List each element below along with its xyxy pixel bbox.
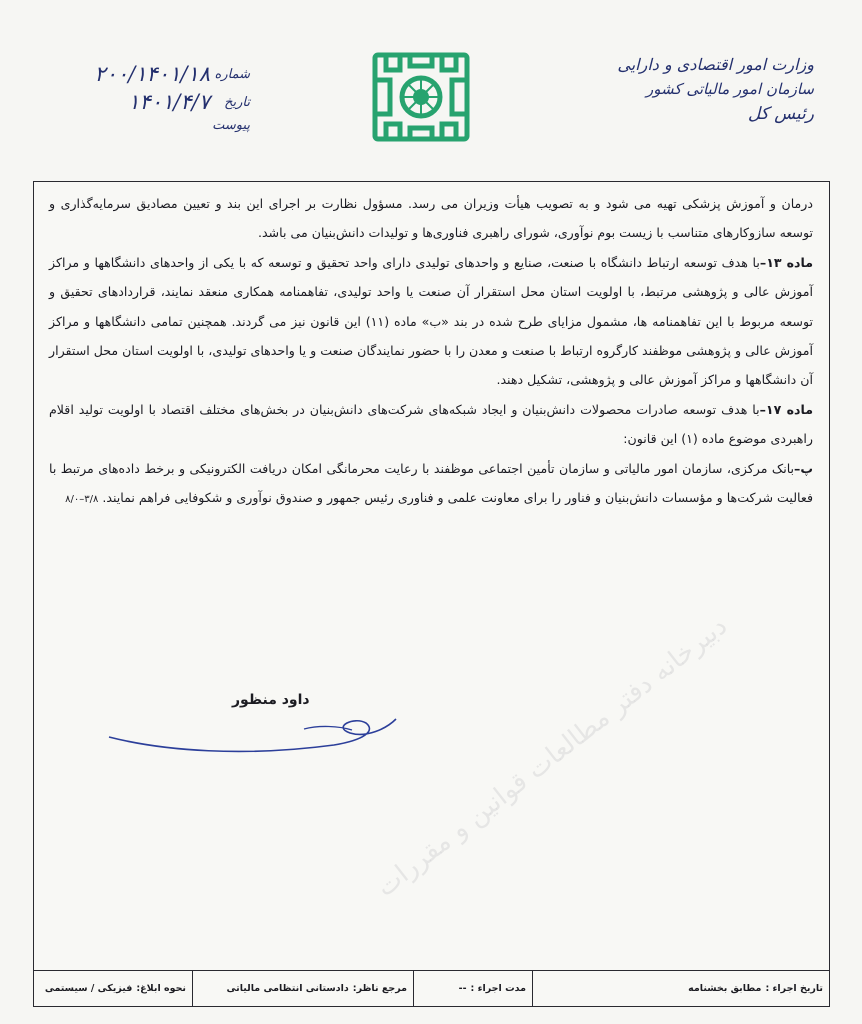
paragraph-intro: درمان و آموزش پزشکی تهیه می شود و به تصویب هیأت وزیران می رسد. مسؤول نظارت بر اجرای این بند و تعیین مصادیق سرمایه‌گذاری و توسعه سازوکارهای متناسب با زیست بوم نوآوری، شورای راهبری فناوری‌ها و تولیدات دانش‌بنیان می باشد. bbox=[49, 196, 813, 241]
ministry-name: وزارت امور اقتصادی و دارایی bbox=[617, 55, 814, 74]
article-17 bbox=[49, 395, 813, 454]
footer-authority bbox=[192, 971, 413, 1006]
footer-exec-date bbox=[532, 971, 829, 1006]
exec-date-value: مطابق بخشنامه bbox=[688, 983, 762, 994]
signer-name: داود منظور bbox=[232, 692, 310, 708]
watermark-stamp: دبیرخانه دفتر مطالعات قوانین و مقررات bbox=[370, 610, 733, 904]
clause-p bbox=[49, 454, 813, 515]
letter-meta bbox=[40, 60, 250, 134]
authority-label: مرجع ناظر: bbox=[352, 983, 407, 994]
article-13-text: با هدف توسعه ارتباط دانشگاه با صنعت، صنایع و واحدهای تولیدی دارای واحد تحقیق و توسعه که با یکی از واحدهای دانشگاهها و مراکز آموزش عالی و پژوهشی مرتبط، با اولویت استان محل استقرار آن صنعت یا واحد تولیدی، تفاهمنامه همکاری منعقد نمایند، قراردادهای تحقیق و توسعه مربوط با این تفاهمنامه ها، مشمول مزایای طرح شده در بند «ب» ماده (۱۱) این قانون نیز می گردند. همچنین تمامی دانشگاهها و مراکز آموزش عالی و پژوهشی موظفند کارگروه ارتباط با صنعت و معدن را با حضور نمایندگان صنعت و یا واحدهای تولیدی، با اولویت استان محل استقرار آن دانشگاهها و مراکز آموزش عالی و پژوهشی، تشکیل دهند. bbox=[49, 254, 813, 388]
clause-p-label: پ– bbox=[794, 460, 813, 476]
head-title: رئیس کل bbox=[747, 104, 814, 124]
letter-number-value: ۲۰۰/۱۴۰۱/۱۸ bbox=[94, 62, 210, 86]
attachment-label: پیوست bbox=[212, 117, 250, 133]
article-13 bbox=[49, 248, 813, 395]
letter-body-frame bbox=[33, 181, 830, 971]
footer-duration bbox=[413, 971, 532, 1006]
letter-number-label: شماره bbox=[214, 66, 250, 82]
clause-reference: ۳/۸–۸/۰ bbox=[65, 494, 99, 506]
letter-date-row bbox=[40, 88, 250, 116]
organization-name: سازمان امور مالیاتی کشور bbox=[646, 80, 814, 98]
duration-value: -- bbox=[458, 983, 467, 994]
footer-table bbox=[33, 971, 830, 1007]
duration-label: مدت اجراء : bbox=[470, 983, 526, 994]
tax-organization-emblem-icon bbox=[370, 50, 472, 144]
letter-number-row bbox=[40, 60, 250, 88]
ministry-header bbox=[617, 52, 814, 127]
exec-date-label: تاریخ اجراء : bbox=[765, 983, 823, 994]
letter-date-label: تاریخ bbox=[224, 94, 250, 110]
authority-value: دادستانی انتظامی مالیاتی bbox=[226, 983, 349, 994]
article-17-label: ماده ۱۷– bbox=[759, 401, 814, 417]
footer-notify bbox=[34, 971, 192, 1006]
article-13-label: ماده ۱۳– bbox=[759, 254, 813, 270]
notify-label: نحوه ابلاغ: bbox=[136, 983, 186, 994]
letter-body bbox=[49, 189, 813, 514]
handwritten-signature bbox=[104, 707, 404, 767]
article-17-text: با هدف توسعه صادرات محصولات دانش‌بنیان و ایجاد شبکه‌های شرکت‌های دانش‌بنیان در بخش‌های مختلف اقتصاد با اولویت تولید اقلام راهبردی موضوع ماده (۱) این قانون: bbox=[49, 401, 813, 447]
letter-date-value: ۱۴۰۱/۴/۷ bbox=[128, 90, 210, 114]
notify-value: فیزیکی / سیستمی bbox=[44, 983, 133, 994]
attachment-row bbox=[40, 116, 250, 134]
clause-p-text: بانک مرکزی، سازمان امور مالیاتی و سازمان تأمین اجتماعی موظفند با رعایت محرمانگی امکان دریافت الکترونیکی و برخط داده‌های مرتبط با فعالیت شرکت‌ها و مؤسسات دانش‌بنیان و فناور را برای معاونت علمی و فناوری رئیس جمهور و صندوق نوآوری و شکوفایی فراهم نمایند. bbox=[49, 460, 813, 506]
